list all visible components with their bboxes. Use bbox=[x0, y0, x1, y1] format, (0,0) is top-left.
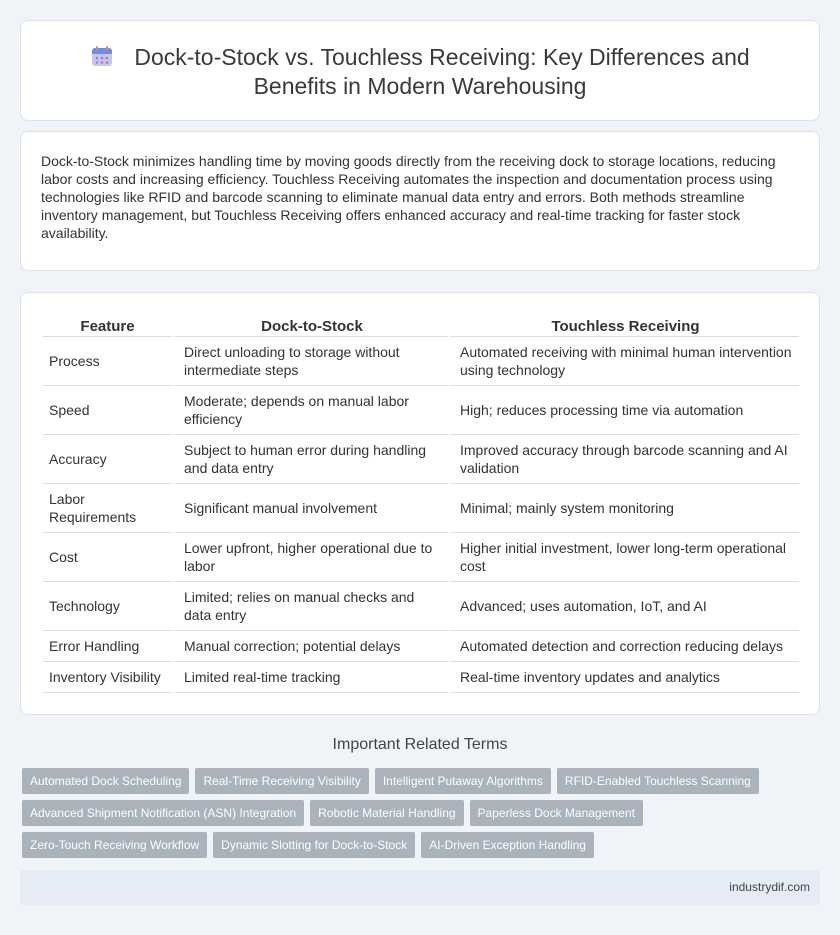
table-row bbox=[43, 662, 799, 693]
tag-row bbox=[22, 768, 802, 794]
feature-cell: Error Handling bbox=[43, 631, 172, 662]
page-title-text: Dock-to-Stock vs. Touchless Receiving: Key Differences and Benefits in Modern Warehousing bbox=[134, 44, 750, 99]
touchless-cell: Automated detection and correction reducing delays bbox=[448, 631, 799, 662]
related-terms-list bbox=[22, 768, 802, 864]
feature-cell: Accuracy bbox=[43, 435, 172, 484]
feature-cell: Cost bbox=[43, 533, 172, 582]
feature-cell: Inventory Visibility bbox=[43, 662, 172, 693]
related-terms-heading: Important Related Terms bbox=[332, 736, 508, 753]
touchless-cell: Minimal; mainly system monitoring bbox=[448, 484, 799, 533]
touchless-cell: High; reduces processing time via automation bbox=[448, 386, 799, 435]
related-term-tag[interactable]: Robotic Material Handling bbox=[310, 800, 463, 826]
feature-cell: Process bbox=[43, 337, 172, 386]
related-term-tag[interactable]: Zero-Touch Receiving Workflow bbox=[22, 832, 207, 858]
footer-site[interactable]: industrydif.com bbox=[729, 880, 810, 894]
title-card bbox=[20, 20, 820, 121]
related-term-tag[interactable]: Real-Time Receiving Visibility bbox=[195, 768, 368, 794]
header-dock-to-stock: Dock-to-Stock bbox=[172, 313, 448, 337]
intro-card bbox=[20, 131, 820, 271]
calendar-icon bbox=[90, 44, 114, 68]
related-term-tag[interactable]: Dynamic Slotting for Dock-to-Stock bbox=[213, 832, 415, 858]
feature-cell: Labor Requirements bbox=[43, 484, 172, 533]
dock-to-stock-cell: Limited real-time tracking bbox=[172, 662, 448, 693]
table-row bbox=[43, 533, 799, 582]
dock-to-stock-cell: Direct unloading to storage without intermediate steps bbox=[172, 337, 448, 386]
table-row bbox=[43, 386, 799, 435]
table-row bbox=[43, 337, 799, 386]
table-row bbox=[43, 484, 799, 533]
related-term-tag[interactable]: Intelligent Putaway Algorithms bbox=[375, 768, 551, 794]
page-title bbox=[70, 43, 770, 101]
tag-row bbox=[22, 800, 802, 826]
table-row bbox=[43, 435, 799, 484]
header-feature: Feature bbox=[43, 313, 172, 337]
touchless-cell: Automated receiving with minimal human intervention using technology bbox=[448, 337, 799, 386]
feature-cell: Technology bbox=[43, 582, 172, 631]
dock-to-stock-cell: Subject to human error during handling and data entry bbox=[172, 435, 448, 484]
comparison-card bbox=[20, 292, 820, 715]
related-term-tag[interactable]: RFID-Enabled Touchless Scanning bbox=[557, 768, 759, 794]
dock-to-stock-cell: Manual correction; potential delays bbox=[172, 631, 448, 662]
related-term-tag[interactable]: Automated Dock Scheduling bbox=[22, 768, 189, 794]
related-term-tag[interactable]: Advanced Shipment Notification (ASN) Integration bbox=[22, 800, 304, 826]
comparison-table bbox=[43, 313, 799, 693]
related-term-tag[interactable]: Paperless Dock Management bbox=[470, 800, 643, 826]
table-header-row bbox=[43, 313, 799, 337]
header-touchless-receiving: Touchless Receiving bbox=[448, 313, 799, 337]
touchless-cell: Real-time inventory updates and analytics bbox=[448, 662, 799, 693]
footer-bar bbox=[20, 870, 820, 905]
intro-paragraph: Dock-to-Stock minimizes handling time by moving goods directly from the receiving dock to storage locations, reducing labor costs and increasing efficiency. Touchless Receiving automates the inspection and documentation process using technologies like RFID and barcode scanning to eliminate manual data entry and errors. Both methods streamline inventory management, but Touchless Receiving offers enhanced accuracy and real-time tracking for faster stock availability. bbox=[41, 153, 776, 241]
dock-to-stock-cell: Lower upfront, higher operational due to labor bbox=[172, 533, 448, 582]
touchless-cell: Improved accuracy through barcode scanning and AI validation bbox=[448, 435, 799, 484]
dock-to-stock-cell: Significant manual involvement bbox=[172, 484, 448, 533]
touchless-cell: Higher initial investment, lower long-term operational cost bbox=[448, 533, 799, 582]
feature-cell: Speed bbox=[43, 386, 172, 435]
related-term-tag[interactable]: AI-Driven Exception Handling bbox=[421, 832, 594, 858]
dock-to-stock-cell: Moderate; depends on manual labor efficiency bbox=[172, 386, 448, 435]
tag-row bbox=[22, 832, 802, 858]
table-row bbox=[43, 631, 799, 662]
table-row bbox=[43, 582, 799, 631]
dock-to-stock-cell: Limited; relies on manual checks and data entry bbox=[172, 582, 448, 631]
touchless-cell: Advanced; uses automation, IoT, and AI bbox=[448, 582, 799, 631]
